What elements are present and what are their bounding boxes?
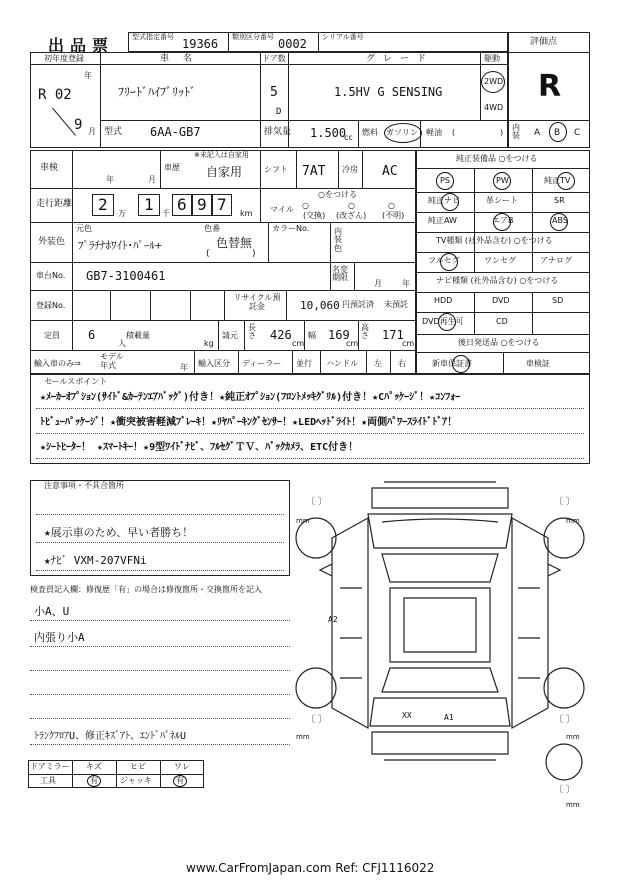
score-value: R	[538, 69, 562, 104]
mileage-mile: マイル	[270, 205, 294, 214]
sales-line-1: ★ﾒｰｶｰｵﾌﾟｼｮﾝ(ｻｲﾄﾞ&ｶｰﾃﾝｴｱﾊﾞｯｸﾞ)付き！★純正ｵﾌﾟｼｮﾝ(ﾌﾛﾝﾄﾒｯｷｸﾞﾘﾙ)付き！★Cﾊﾟｯｹｰｼﾞ！★ｺﾝﾌｫｰ	[40, 392, 461, 403]
grade-label: グレード	[366, 54, 435, 64]
name-change-label: 名変期限	[332, 265, 348, 283]
interior-color-label: 内装色	[334, 227, 342, 253]
tv-analog: アナログ	[540, 256, 572, 265]
recycle-none: 未預託	[384, 300, 408, 309]
diagram-bracket-rl: 〔 〕	[306, 715, 327, 725]
mileage-digit-5: 7	[217, 195, 227, 214]
inspection-month-unit: 月	[148, 175, 156, 184]
orig-color-label: 元色	[76, 224, 92, 233]
diagram-mark-a2: A2	[328, 615, 338, 624]
recycle-amount: 10,060	[300, 299, 340, 312]
mileage-check-note: ○をつける	[318, 190, 357, 199]
orig-color-value: ﾌﾟﾗﾁﾅﾎﾜｲﾄ･ﾊﾟｰﾙ+	[78, 239, 162, 252]
import-dealer: ディーラー	[242, 359, 282, 368]
load-kg: kg	[204, 339, 214, 348]
sheet-title: 出品票	[48, 36, 115, 55]
legend-tools: 工具	[40, 776, 56, 785]
car-name-label: 車名	[160, 54, 207, 64]
diagram-bracket-spare: 〔 〕	[554, 785, 575, 795]
width-label: 幅	[308, 331, 316, 340]
fuel-gasoline-circle	[384, 123, 422, 143]
car-name: ﾌﾘｰﾄﾞﾊｲﾌﾞﾘｯﾄﾞ	[118, 85, 197, 99]
ac-label: 冷房	[342, 165, 358, 174]
import-parallel: 並行	[296, 359, 312, 368]
ac-value: AC	[382, 164, 398, 179]
type-cert-label: 型式指定番号	[132, 33, 174, 41]
registration-label: 登録No.	[36, 301, 66, 310]
navi-sd: SD	[552, 296, 564, 305]
load-label: 積載量	[126, 331, 150, 340]
fuel-label: 燃料	[362, 128, 378, 137]
handle-label: ハンドル	[326, 359, 358, 368]
year-unit: 年	[84, 71, 92, 80]
tv-fullseg: フルセグ	[428, 256, 460, 265]
type-cert-value: 19366	[182, 37, 219, 51]
interior-a: A	[534, 128, 541, 138]
tv-oneseg: ワンセグ	[484, 256, 516, 265]
car-damage-diagram	[292, 478, 592, 808]
color-no-label: 色番	[204, 224, 220, 233]
legend-door-mirror: ドアミラー	[30, 762, 70, 771]
equip-tv: 純正TV	[544, 176, 571, 185]
equip-abs: ABS	[552, 216, 568, 225]
inspection-label: 車検	[40, 163, 59, 173]
navi-hdd: HDD	[434, 296, 453, 305]
navi-title: ナビ種類 (社外品含む) ○をつける	[436, 276, 559, 285]
model-year-label: モデル年式	[100, 352, 124, 370]
mileage-modified: 改ざん	[339, 211, 364, 220]
serial-label: シリアル番号	[322, 33, 364, 41]
navi-dvd: DVD	[492, 296, 510, 305]
legend-crack: ヒビ	[130, 762, 146, 771]
interior-b: B	[554, 128, 561, 138]
equip-airbag: エアB	[492, 216, 514, 225]
legend-break: ワレ	[174, 762, 190, 771]
legend-jack-value: 有	[176, 776, 184, 785]
equip-ps: PS	[440, 176, 450, 185]
notes-label: 注意事項・不具合箇所	[44, 481, 124, 490]
inspector-line-2: 内張り小A	[34, 631, 85, 644]
doors-label: ドア数	[262, 54, 286, 63]
height-value: 171	[382, 328, 404, 342]
interior-c: C	[574, 128, 581, 138]
equip-leather: 革シート	[486, 196, 518, 205]
grade-value: 1.5HV G SENSING	[334, 85, 443, 99]
model-label: 型式	[104, 127, 123, 137]
color-code-label: カラーNo.	[272, 224, 310, 233]
equipment-title: 純正装備品 ○をつける	[456, 154, 538, 163]
interior-label: 内装	[512, 123, 520, 140]
class-label: 類別区分番号	[232, 33, 274, 41]
handle-right: 右	[398, 359, 406, 368]
chassis-label: 車台No.	[36, 271, 66, 280]
fuel-diesel: 軽油	[426, 128, 442, 137]
recycle-label: リサイクル預託金	[233, 293, 281, 311]
first-reg-year: R 02	[38, 87, 72, 103]
fixed-label: 定員	[44, 331, 60, 340]
month-unit: 月	[88, 127, 96, 136]
diagram-mark-a1: A1	[444, 713, 454, 722]
interior-b-circle	[549, 122, 567, 142]
inspector-line-1: 小A、U	[34, 605, 70, 618]
history-label: 車歴	[164, 163, 180, 172]
equip-pw: PW	[496, 176, 509, 185]
history-value: 自家用	[206, 165, 243, 179]
docs-shaken: 車検証	[526, 359, 550, 368]
score-label: 評価点	[530, 37, 558, 47]
equip-sr: SR	[554, 196, 565, 205]
mileage-sen: 千	[162, 209, 170, 218]
equip-navi: 純正ナビ	[428, 196, 460, 205]
inspector-line-6: ﾄﾗﾝｸﾌﾛｱU、修正ｷｽﾞｱﾄ、ｴﾝﾄﾞﾊﾟﾈﾙU	[34, 731, 187, 742]
length-label: 長さ	[248, 323, 256, 341]
navi-cd: CD	[496, 317, 508, 326]
mileage-label: 走行距離	[36, 199, 73, 209]
displacement-value: 1.500	[310, 126, 347, 140]
capacity-value: 6	[88, 328, 96, 342]
drive-label: 駆動	[484, 54, 500, 63]
first-reg-month: 9	[74, 117, 83, 133]
shift-label: シフト	[264, 165, 288, 174]
mileage-digit-2: 1	[144, 195, 154, 214]
docs-warranty: 新車保証書	[432, 359, 472, 368]
recycle-status: 預託済	[350, 300, 374, 309]
diagram-bracket-fl: 〔 〕	[306, 497, 327, 507]
sales-line-3: ★ｼｰﾄﾋｰﾀｰ！ ★ｽﾏｰﾄｷｰ！★9型ﾜｲﾄﾞﾅﾋﾞ、ﾌﾙｾｸﾞＴＶ、ﾊﾞｯｸｶﾒﾗ、ETC付き！	[40, 442, 359, 453]
diagram-bracket-fr: 〔 〕	[554, 497, 575, 507]
shift-value: 7AT	[302, 164, 326, 179]
diagram-bracket-rr: 〔 〕	[554, 715, 575, 725]
drive-2wd: 2WD	[484, 77, 504, 86]
mileage-digit-1: 2	[98, 195, 108, 214]
inspection-year-unit: 年	[106, 175, 114, 184]
notes-line-2: ★展示車のため、早い者勝ち！	[44, 526, 194, 539]
drive-4wd: 4WD	[484, 103, 504, 112]
drive-2wd-circle	[481, 71, 505, 93]
request-label: 請元	[222, 331, 238, 340]
equip-aw: 純正AW	[428, 216, 457, 225]
recycle-unit: 円	[342, 300, 350, 309]
inspector-label: 検査員記入欄：修復歴「有」の場合は修復箇所・交換箇所を記入	[30, 585, 262, 594]
legend-tools-value: 有	[90, 776, 98, 785]
mileage-digit-3: 6	[177, 195, 187, 214]
color-no-value: 色替無	[216, 236, 253, 250]
notes-line-3: ★ﾅﾋﾞ VXM-207VFNi	[44, 554, 147, 567]
capacity-unit: 人	[118, 339, 126, 348]
docs-title: 後日発送品 ○をつける	[458, 338, 540, 347]
footer-watermark: www.CarFromJapan.com Ref: CFJ1116022	[186, 861, 435, 875]
history-note: ※未記入は自家用	[194, 151, 249, 159]
first-reg-label: 初年度登録	[44, 54, 84, 63]
legend-scratch: キズ	[86, 762, 102, 771]
door-type: D	[276, 107, 282, 117]
displacement-label: 排気量	[264, 127, 292, 137]
legend-jack: ジャッキ	[120, 776, 152, 785]
mileage-digit-4: 9	[197, 195, 207, 214]
import-class-label: 輸入区分	[198, 359, 230, 368]
mileage-man: 万	[118, 209, 126, 218]
cc-unit: cc	[344, 133, 353, 142]
tv-title: TV種類 (社外品含む) ○をつける	[436, 236, 553, 245]
navi-dvd-play: DVD再生可	[422, 317, 464, 326]
doors-value: 5	[270, 85, 278, 100]
length-value: 426	[270, 328, 292, 342]
handle-left: 左	[374, 359, 382, 368]
sales-line-2: ﾄﾋﾞｭｰﾊﾟｯｹｰｼﾞ！★衝突被害軽減ﾌﾞﾚｰｷ！★ﾘﾔﾊﾟｰｷﾝｸﾞｾﾝｻｰ！★LEDﾍｯﾄﾞﾗｲﾄ！★両側ﾊﾟﾜｰｽﾗｲﾄﾞﾄﾞｱ！	[40, 417, 458, 428]
diagram-mark-xx: XX	[402, 711, 412, 720]
sales-label: セールスポイント	[44, 377, 108, 386]
mileage-exchange: 交換	[306, 211, 323, 220]
width-value: 169	[328, 328, 350, 342]
color-label: 外装色	[38, 237, 66, 247]
import-label: 輸入車のみ⇒	[34, 359, 81, 368]
model-value: 6AA-GB7	[150, 125, 201, 139]
fuel-gasoline: ガソリン	[386, 128, 418, 137]
height-label: 高さ	[361, 323, 369, 341]
class-value: 0002	[278, 37, 307, 51]
km-unit: km	[240, 209, 253, 218]
chassis-value: GB7-3100461	[86, 269, 166, 283]
mileage-unknown: 不明	[385, 211, 402, 220]
